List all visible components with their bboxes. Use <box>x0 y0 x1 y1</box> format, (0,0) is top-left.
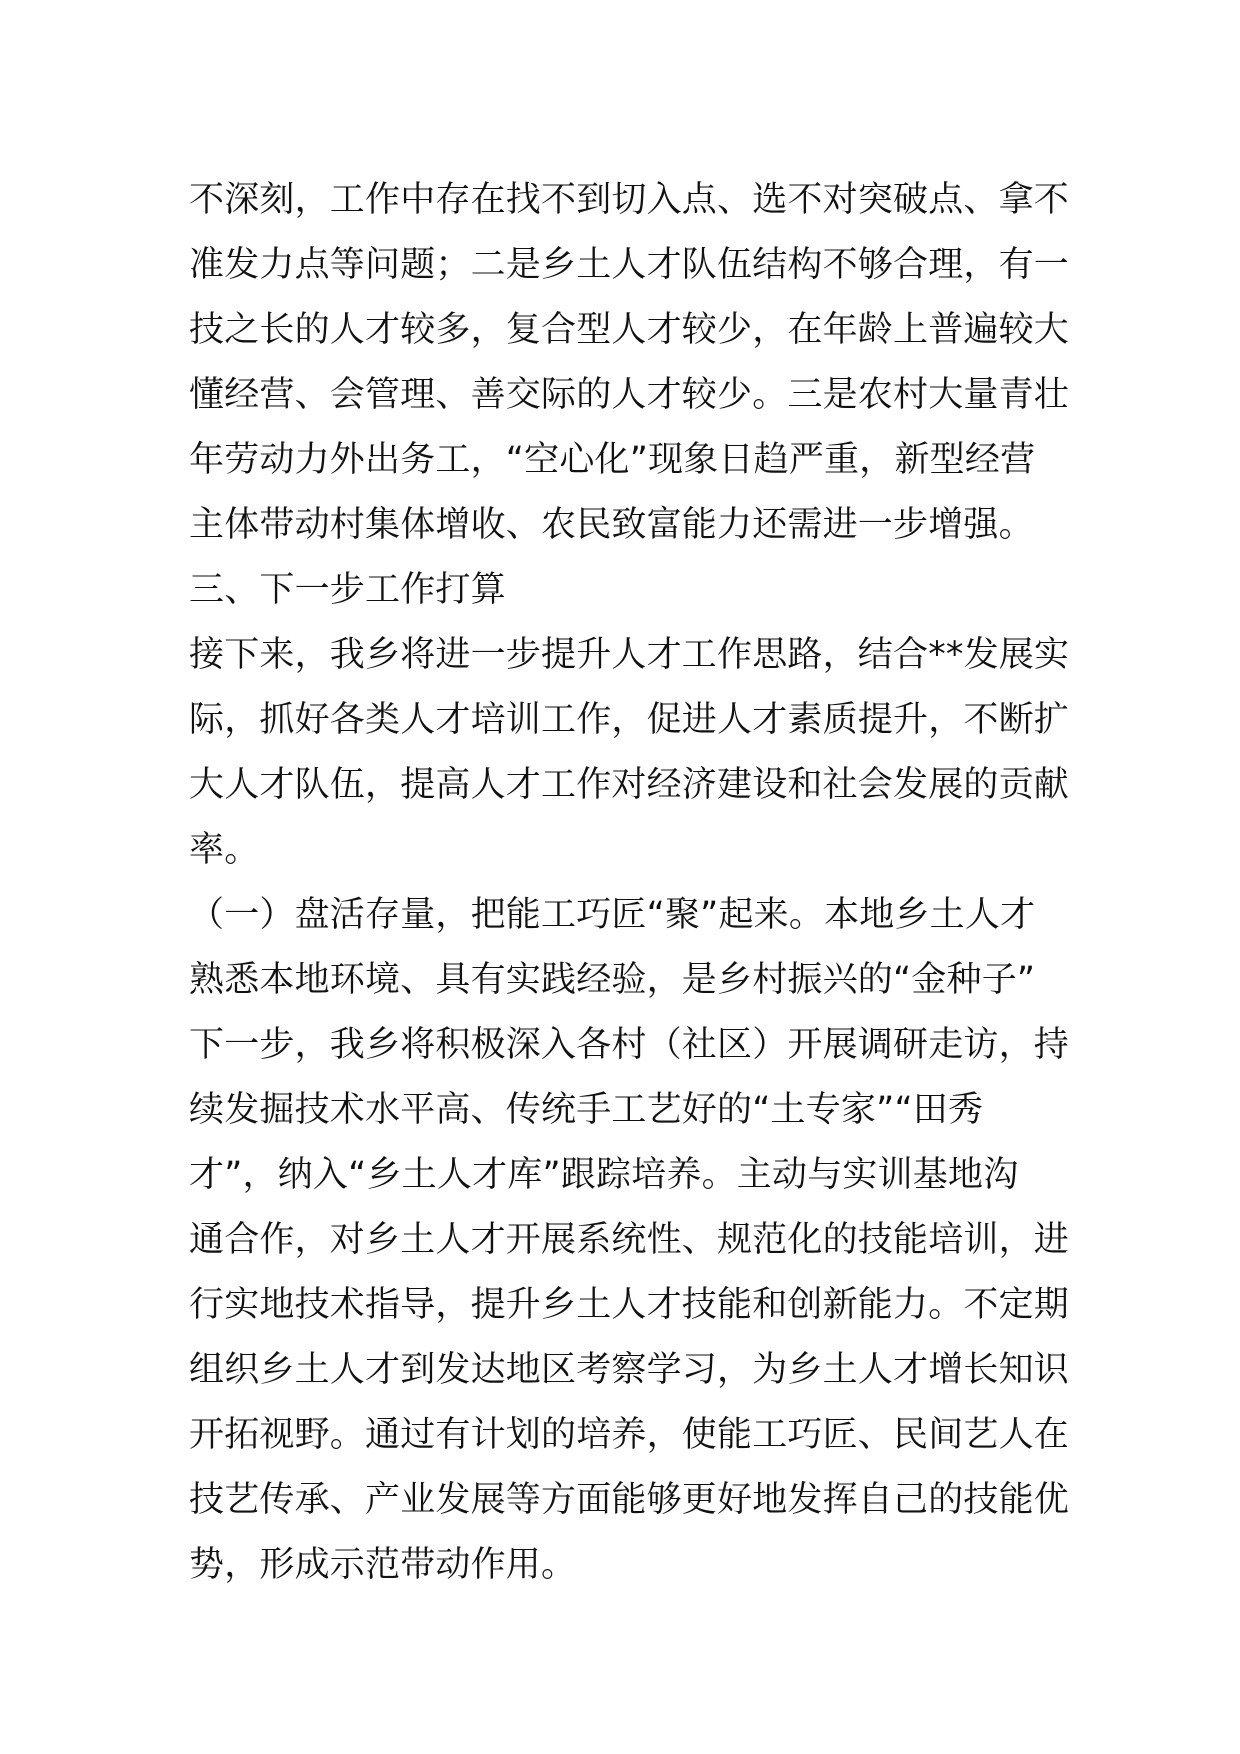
section-heading: 三、下一步工作打算 <box>189 570 506 610</box>
text-line: 率。 <box>189 830 260 870</box>
text-line: 组织乡土人才到发达地区考察学习，为乡土人才增长知识 <box>189 1350 1070 1390</box>
text-line: 际，抓好各类人才培训工作，促进人才素质提升，不断扩 <box>189 700 1070 740</box>
text-line: 不深刻，工作中存在找不到切入点、选不对突破点、拿不 <box>189 180 1070 220</box>
text-line: 接下来，我乡将进一步提升人才工作思路，结合**发展实 <box>189 635 1070 675</box>
text-line: 开拓视野。通过有计划的培养，使能工巧匠、民间艺人在 <box>189 1415 1070 1455</box>
text-line: 大人才队伍，提高人才工作对经济建设和社会发展的贡献 <box>189 765 1070 805</box>
text-line: 才”，纳入“乡土人才库”跟踪培养。主动与实训基地沟 <box>189 1155 1019 1195</box>
text-line: 准发力点等问题；二是乡土人才队伍结构不够合理，有一 <box>189 245 1070 285</box>
text-line: 下一步，我乡将积极深入各村（社区）开展调研走访，持 <box>189 1025 1070 1065</box>
text-line: 懂经营、会管理、善交际的人才较少。三是农村大量青壮 <box>189 375 1070 415</box>
text-line: 年劳动力外出务工，“空心化”现象日趋严重，新型经营 <box>189 440 1036 480</box>
text-line: 势，形成示范带动作用。 <box>189 1545 577 1585</box>
text-line: 通合作，对乡土人才开展系统性、规范化的技能培训，进 <box>189 1220 1070 1260</box>
text-line: 技之长的人才较多，复合型人才较少，在年龄上普遍较大 <box>189 310 1070 350</box>
text-line: 熟悉本地环境、具有实践经验，是乡村振兴的“金种子” <box>189 960 1036 1000</box>
text-line: 行实地技术指导，提升乡土人才技能和创新能力。不定期 <box>189 1285 1070 1325</box>
text-line: 续发掘技术水平高、传统手工艺好的“土专家”“田秀 <box>189 1090 984 1130</box>
document-page <box>189 168 1069 1598</box>
text-line: 主体带动村集体增收、农民致富能力还需进一步增强。 <box>189 505 1034 545</box>
subsection-heading-line: （一）盘活存量，把能工巧匠“聚”起来。本地乡土人才 <box>189 895 1036 935</box>
text-line: 技艺传承、产业发展等方面能够更好地发挥自己的技能优 <box>189 1480 1070 1520</box>
